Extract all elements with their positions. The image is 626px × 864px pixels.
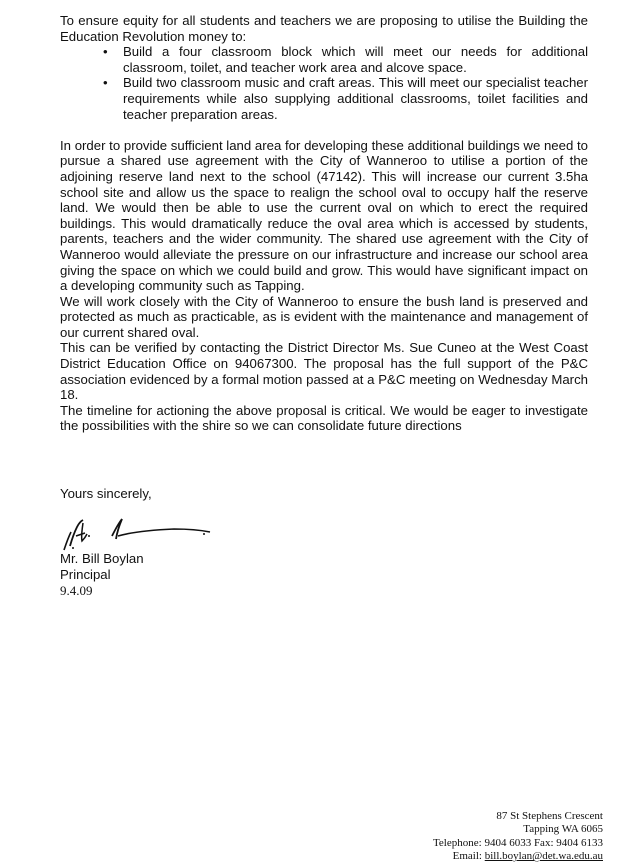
fax-number: 9404 6133 [556,836,603,849]
email-line [433,850,603,863]
address-line-2: Tapping WA 6065 [523,823,603,836]
signatory-name: Mr. Bill Boylan [60,551,144,566]
email-link[interactable]: bill.boylan@det.wa.edu.au [484,850,603,863]
proposal-item [60,75,588,122]
signatory-title: Principal [60,567,111,582]
phone-number: 9404 6033 [484,836,532,849]
address-line-1: 87 St Stephens Crescent [496,810,603,822]
proposal-text: Build a four classroom block which will meet our needs for additional classroom, toilet, and teacher work area and alcove space. [123,44,588,75]
email-label: Email: [452,850,482,863]
intro-paragraph: To ensure equity for all students and teachers we are proposing to utilise the Building the Education Revolution money to: [60,13,588,44]
signature-icon [52,506,222,556]
school-contact-block [433,810,603,864]
timeline-paragraph: The timeline for actioning the above proposal is critical. We would be eager to investigate the possibilities with the shire so we can consolidate future directions [60,402,588,434]
letter-body [60,13,588,434]
proposal-list [60,44,588,122]
bullet-icon: • [103,75,108,91]
phone-fax-line [433,837,603,850]
land-paragraph: In order to provide sufficient land area for developing these additional buildings we need to pursue a shared use agreement with the City of Wanneroo to utilise a portion of the adjoining reserve land next to the school (47142). This will increase our current 3.5ha school site and allow us the space to realign the school oval to occupy half the reserve land. We would then be able to use the current oval on which to erect the required buildings. This would dramatically reduce the oval area which is accessed by students, parents, teachers and the wider community. The shared use agreement with the City of Wanneroo would alleviate the pressure on our infrastructure and increase our school area giving the space on which we could build and grow. This would have significant impact on a developing community such as Tapping. [60,137,588,294]
fax-label: Fax: [533,836,554,849]
proposal-item [60,44,588,75]
salutation: Yours sincerely, [60,486,152,501]
bullet-icon: • [103,44,108,60]
phone-label: Telephone: [432,836,482,849]
bushland-paragraph: We will work closely with the City of Wanneroo to ensure the bush land is preserved and protected as much as practicable, as is evident with the maintenance and management of our current shared oval. [60,293,588,340]
proposal-text: Build two classroom music and craft areas. This will meet our specialist teacher requirements while also supplying additional classrooms, toilet facilities and teacher preparation areas. [123,75,588,122]
letter-date: 9.4.09 [60,583,93,598]
verification-paragraph: This can be verified by contacting the District Director Ms. Sue Cuneo at the West Coast District Education Office on 94067300. The proposal has the full support of the P&C association evidenced by a formal motion passed at a P&C meeting on Wednesday March 18. [60,340,588,403]
